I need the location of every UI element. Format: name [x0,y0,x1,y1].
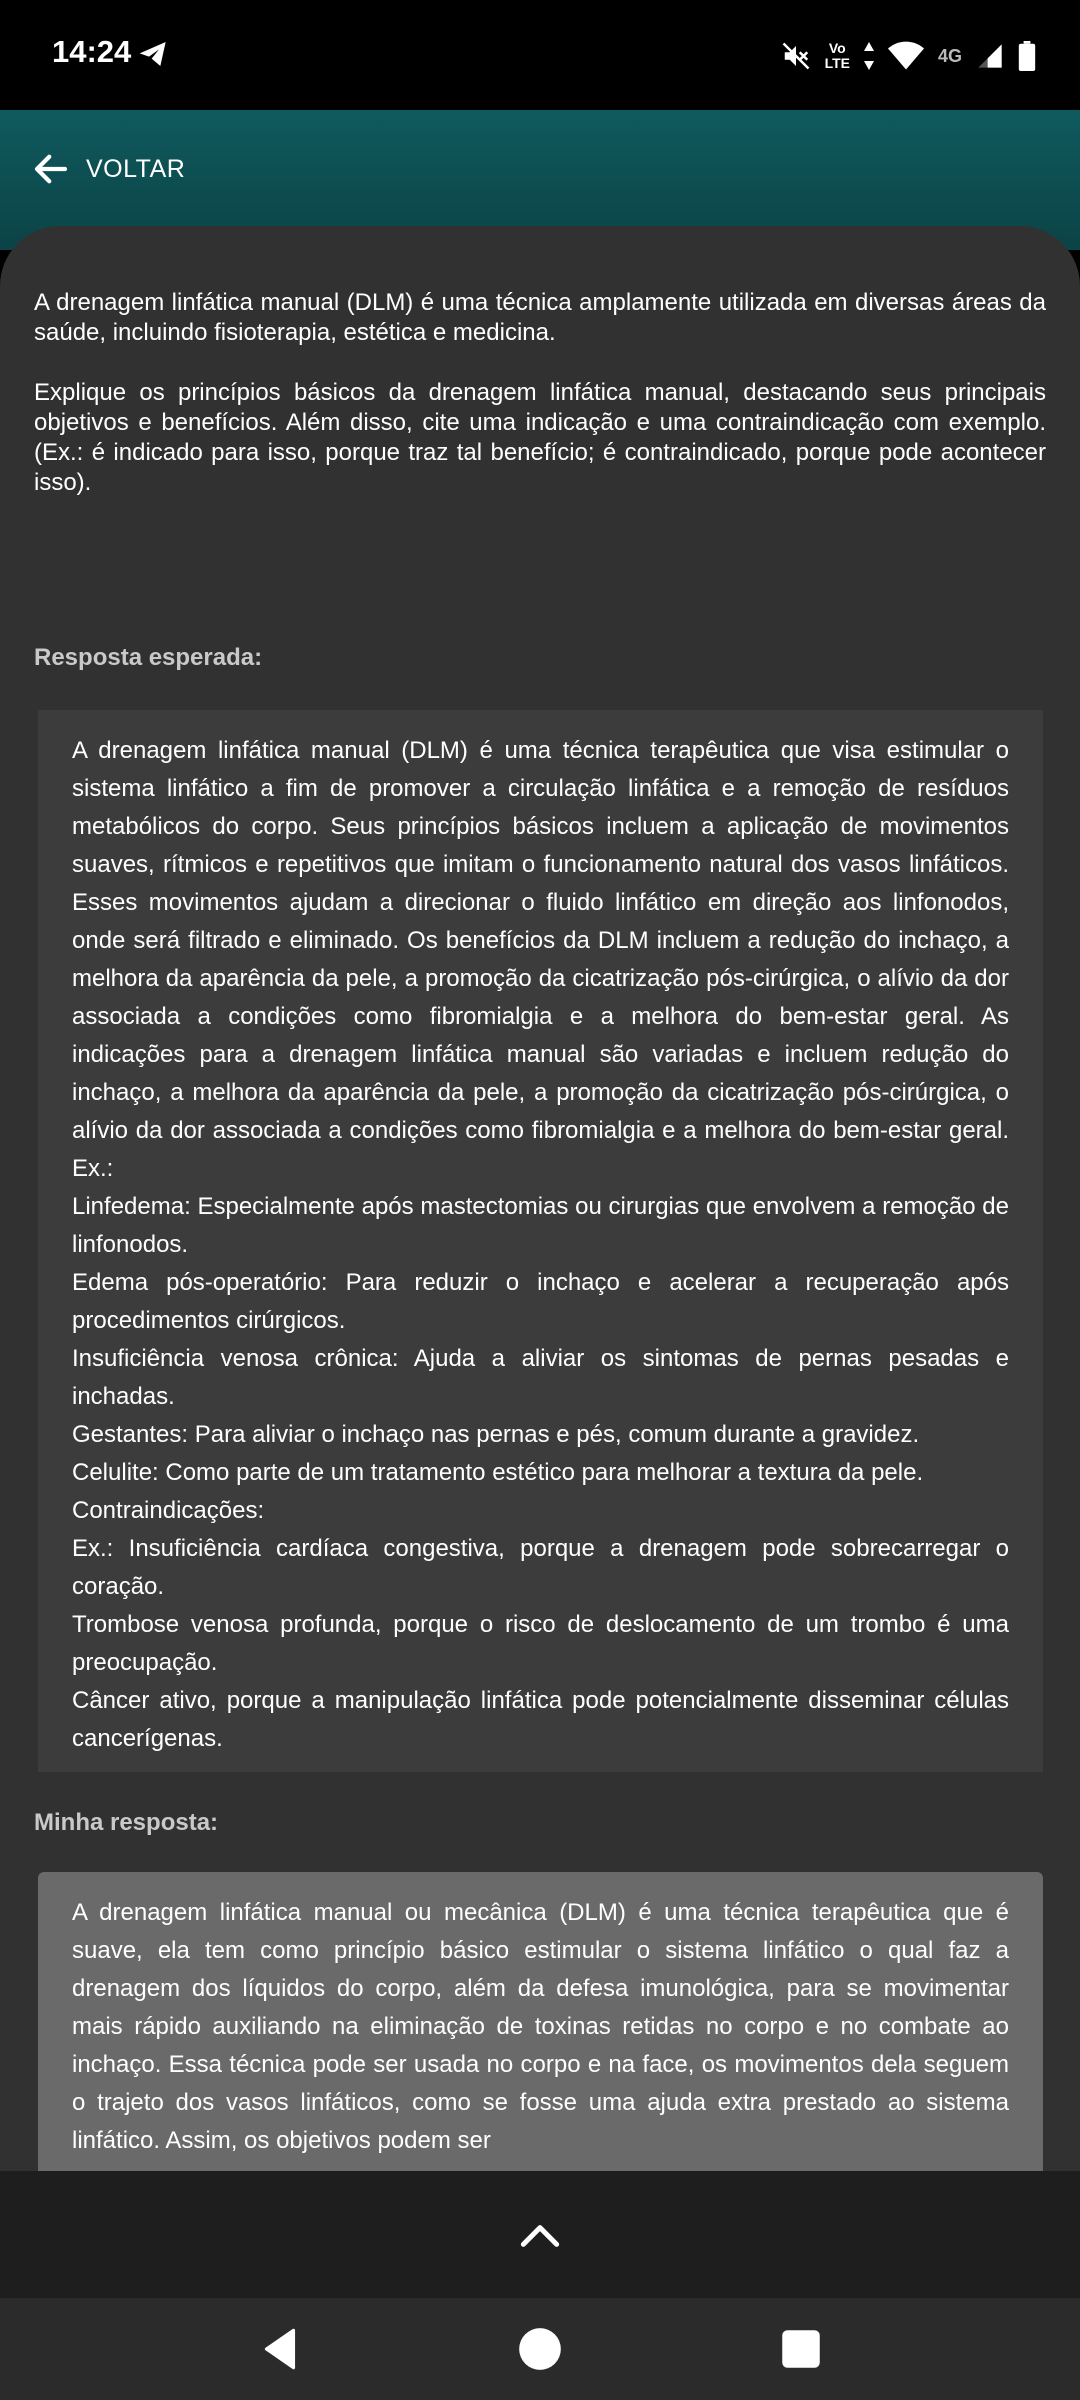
question-text [34,288,1046,498]
expected-answer-line: Trombose venosa profunda, porque o risco de deslocamento de um trombo é uma preocupação. [72,1611,1009,1676]
expected-answer-label: Resposta esperada: [34,644,263,671]
bottom-sheet[interactable] [0,2171,1080,2298]
arrow-left-icon [30,148,72,190]
my-answer-box [38,1872,1043,2171]
expected-answer-line: Edema pós-operatório: Para reduzir o inchaço e acelerar a recuperação após procedimentos cirúrgicos. [72,1269,1009,1334]
question-paragraph: Explique os princípios básicos da drenagem linfática manual, destacando seus principais objetivos e benefícios. Além disso, cite uma indicação e uma contraindicação com exemplo. (Ex.: é indicado para isso, porque traz tal benefício; é contraindicado, porque pode acontecer isso). [34,379,1046,496]
chevron-up-icon[interactable] [515,2211,565,2261]
back-button[interactable] [30,148,185,190]
data-arrows-icon [864,42,874,70]
volte-icon: Vo LTE [824,40,850,71]
network-type: 4G [937,45,962,66]
expected-answer-box [38,710,1043,1772]
nav-back-icon[interactable] [256,2324,306,2374]
question-card[interactable] [0,226,1080,2171]
telegram-icon [136,38,170,70]
expected-answer-line: Gestantes: Para aliviar o inchaço nas pernas e pés, comum durante a gravidez. [72,1421,920,1448]
battery-icon [1018,41,1036,71]
expected-answer-line: Linfedema: Especialmente após mastectomias ou cirurgias que envolvem a remoção de linfonodos. [72,1193,1009,1258]
expected-answer-line: Insuficiência venosa crônica: Ajuda a aliviar os sintomas de pernas pesadas e inchadas. [72,1345,1009,1410]
expected-answer-line: Ex.: Insuficiência cardíaca congestiva, porque a drenagem pode sobrecarregar o coração. [72,1535,1009,1600]
status-icons [781,36,1036,76]
wifi-icon [888,41,924,71]
back-label: VOLTAR [86,154,186,183]
nav-recent-icon[interactable] [776,2324,826,2374]
nav-home-icon[interactable] [515,2324,565,2374]
mute-icon [781,41,811,71]
expected-answer-line: Celulite: Como parte de um tratamento estético para melhorar a textura da pele. [72,1459,924,1486]
system-nav-bar [0,2298,1080,2400]
status-bar [0,0,1080,110]
expected-answer-line: Contraindicações: [72,1497,265,1524]
my-answer-text: A drenagem linfática manual ou mecânica (DLM) é uma técnica terapêutica que é suave, ela tem como princípio básico estimular o sistema linfático o qual faz a drenagem dos líquidos do corpo, além da defesa imunológica, para se movimentar mais rápido auxiliando na eliminação de toxinas retidas no corpo e no combate ao inchaço. Essa técnica pode ser usada no corpo e na face, os movimentos dela seguem o trajeto dos vasos linfáticos, como se fosse uma ajuda extra prestado ao sistema linfático. Assim, os objetivos podem ser [72,1899,1009,2154]
question-paragraph: A drenagem linfática manual (DLM) é uma técnica amplamente utilizada em diversas áreas da saúde, incluindo fisioterapia, estética e medicina. [34,289,1046,346]
my-answer-label: Minha resposta: [34,1809,219,1836]
expected-answer-line: Câncer ativo, porque a manipulação linfática pode potencialmente disseminar células cancerígenas. [72,1687,1009,1752]
expected-answer-line: A drenagem linfática manual (DLM) é uma técnica terapêutica que visa estimular o sistema linfático a fim de promover a circulação linfática e a remoção de resíduos metabólicos do corpo. Seus princípios básicos incluem a aplicação de movimentos suaves, rítmicos e repetitivos que imitam o funcionamento natural dos vasos linfáticos. Esses movimentos ajudam a direcionar o fluido linfático em direção aos linfonodos, onde será filtrado e eliminado. Os benefícios da DLM incluem a redução do inchaço, a melhora da aparência da pele, a promoção da cicatrização pós-cirúrgica, o alívio da dor associada a condições como fibromialgia e a melhora do bem-estar geral. As indicações para a drenagem linfática manual são variadas e incluem redução do inchaço, a melhora da aparência da pele, a promoção da cicatrização pós-cirúrgica, o alívio da dor associada a condições como fibromialgia e a melhora do bem-estar geral. Ex.: [72,737,1009,1182]
signal-icon [976,42,1004,70]
status-time: 14:24 [52,34,132,69]
